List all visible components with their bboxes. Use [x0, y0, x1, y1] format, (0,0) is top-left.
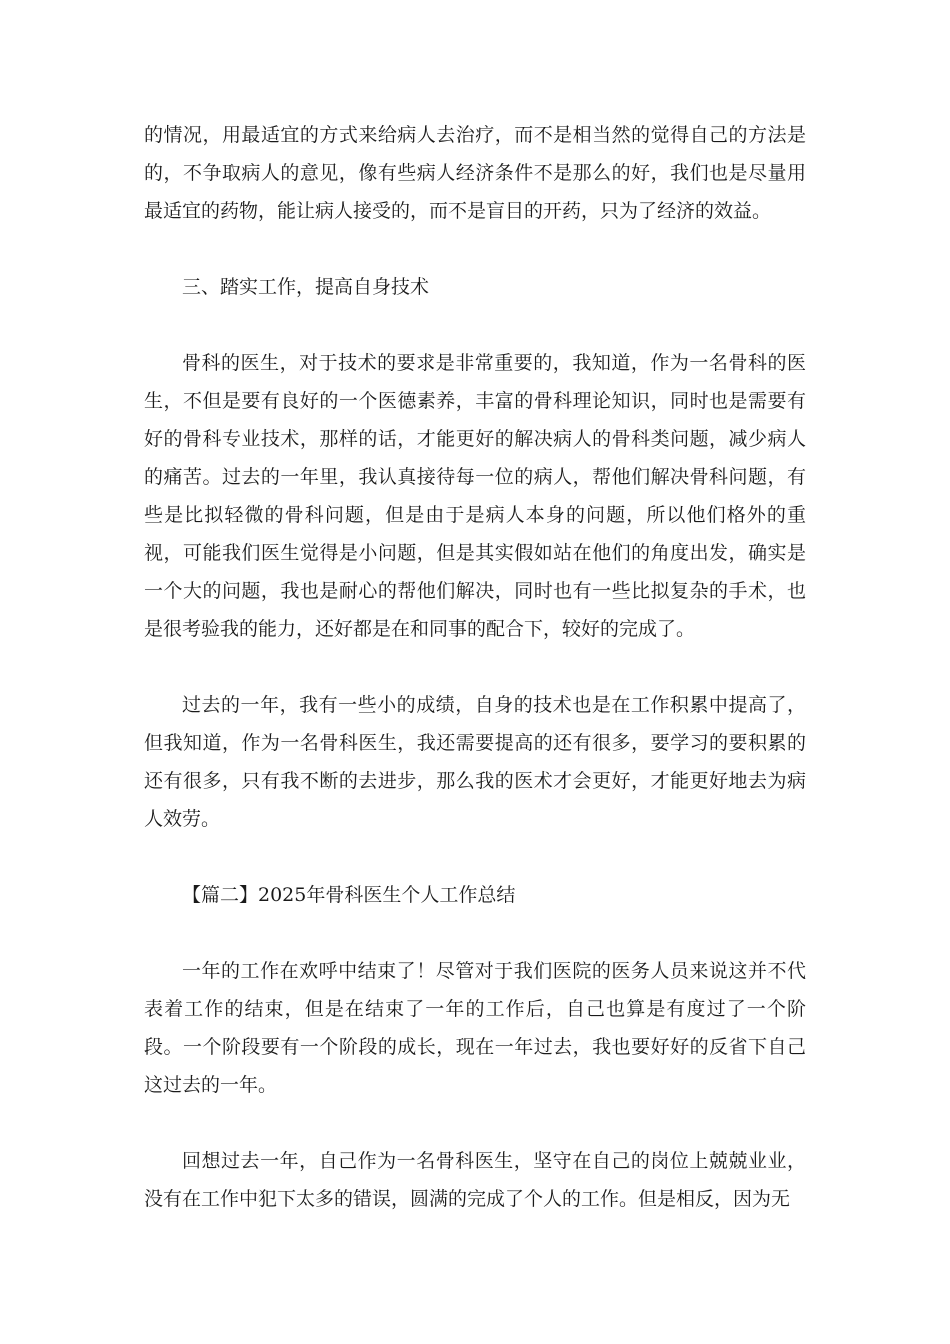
part-two-title: 【篇二】2025年骨科医生个人工作总结	[182, 884, 516, 906]
paragraph-orthopedic-skills: 骨科的医生，对于技术的要求是非常重要的，我知道，作为一名骨科的医生，不但是要有良好的一个医德素养，丰富的骨科理论知识，同时也是需要有好的骨科专业技术，那样的话，才能更好的解决病人的骨科类问题，减少病人的痛苦。过去的一年里，我认真接待每一位的病人，帮他们解决骨科问题，有些是比拟轻微的骨科问题，但是由于是病人本身的问题，所以他们格外的重视，可能我们医生觉得是小问题，但是其实假如站在他们的角度出发，确实是一个大的问题，我也是耐心的帮他们解决，同时也有一些比拟复杂的手术，也是很考验我的能力，还好都是在和同事的配合下，较好的完成了。	[144, 352, 806, 640]
paragraph-past-year-achievements: 过去的一年，我有一些小的成绩，自身的技术也是在工作积累中提高了，但我知道，作为一名骨科医生，我还需要提高的还有很多，要学习的要积累的还有很多，只有我不断的去进步，那么我的医术才会更好，才能更好地去为病人效劳。	[144, 694, 806, 830]
section-heading-three: 三、踏实工作，提高自身技术	[182, 276, 430, 298]
paragraph-treatment-approach: 的情况，用最适宜的方式来给病人去治疗，而不是相当然的觉得自己的方法是的，不争取病人的意见，像有些病人经济条件不是那么的好，我们也是尽量用最适宜的药物，能让病人接受的，而不是盲目的开药，只为了经济的效益。	[144, 124, 806, 222]
document-body	[144, 116, 806, 1218]
paragraph-looking-back: 回想过去一年，自己作为一名骨科医生，坚守在自己的岗位上兢兢业业，没有在工作中犯下太多的错误，圆满的完成了个人的工作。但是相反，因为无	[144, 1150, 806, 1210]
paragraph-year-end: 一年的工作在欢呼中结束了！尽管对于我们医院的医务人员来说这并不代表着工作的结束，但是在结束了一年的工作后，自己也算是有度过了一个阶段。一个阶段要有一个阶段的成长，现在一年过去，我也要好好的反省下自己这过去的一年。	[144, 960, 806, 1096]
